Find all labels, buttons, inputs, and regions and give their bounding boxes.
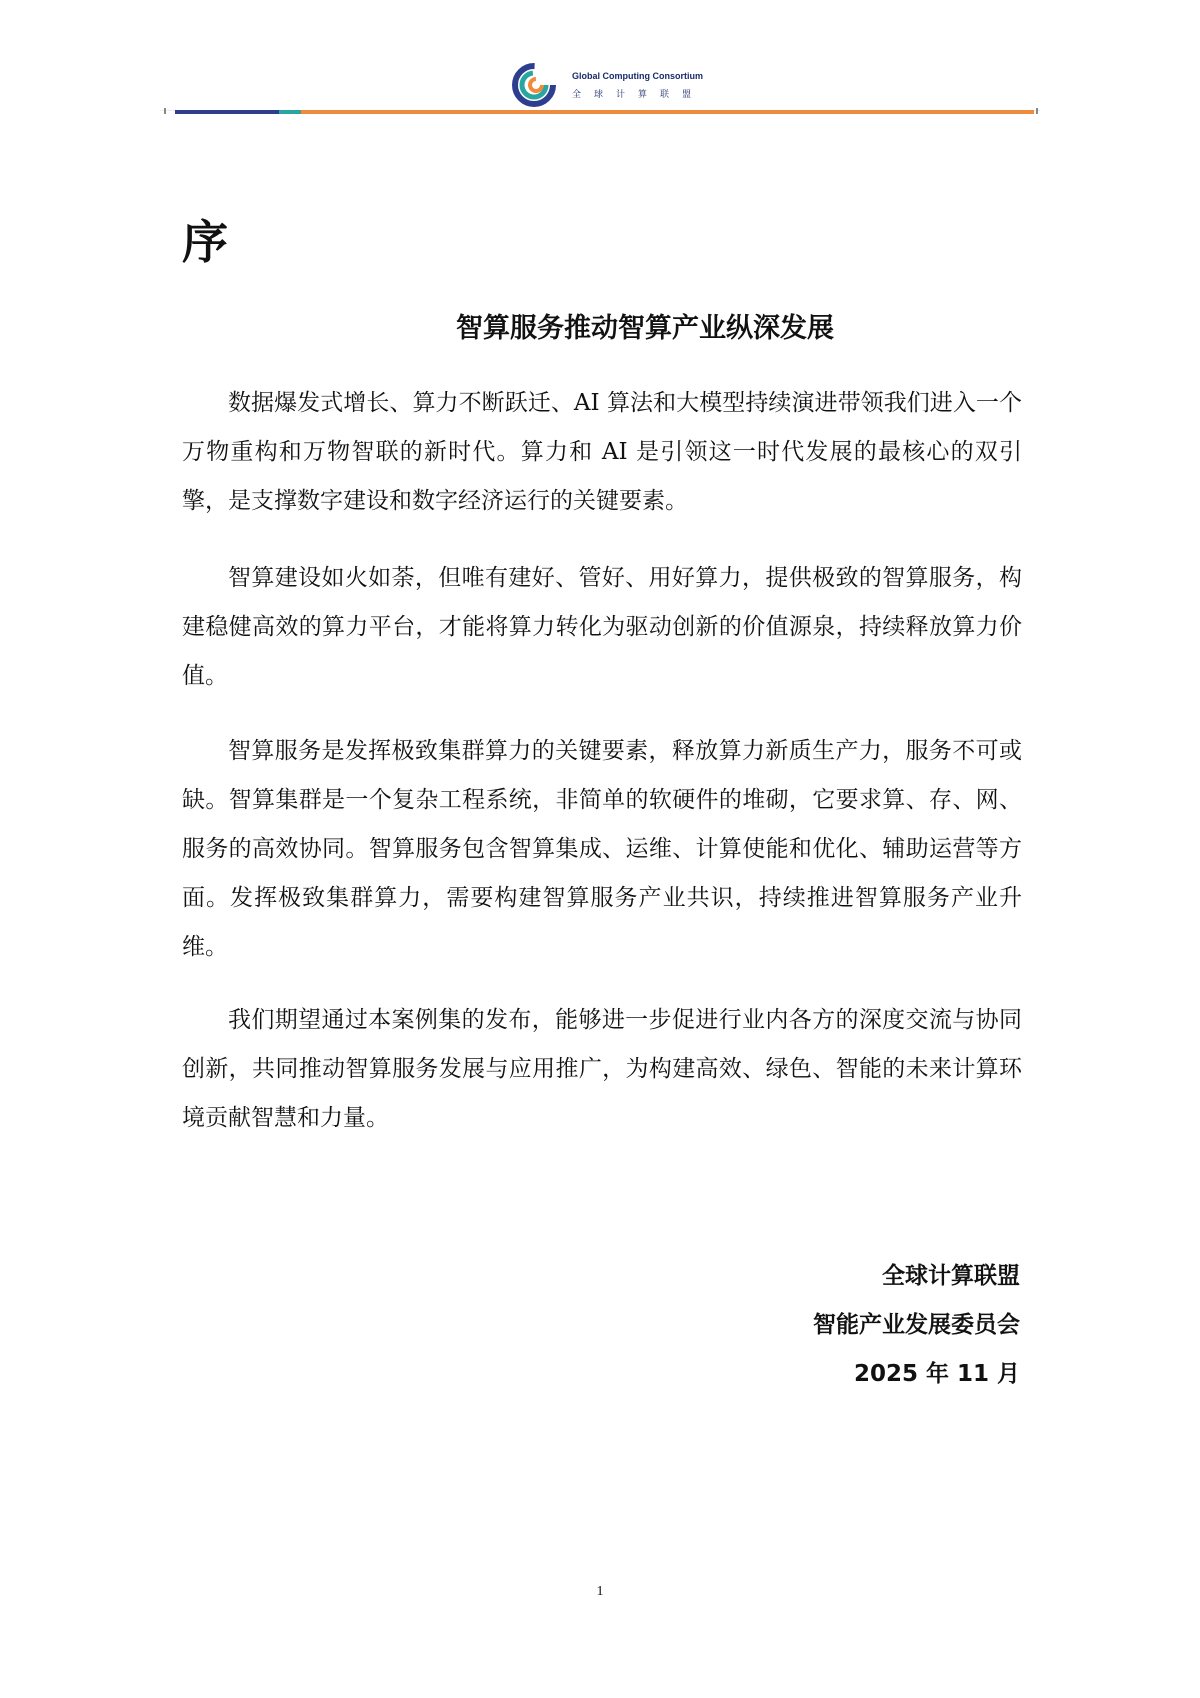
signature-block	[813, 1252, 1020, 1399]
signature-org: 全球计算联盟	[882, 1263, 1020, 1289]
paragraph-3	[182, 727, 1022, 972]
paragraph-2	[182, 554, 1022, 701]
logo-english-name: Global Computing Consortium	[572, 71, 703, 81]
document-title: 智算服务推动智算产业纵深发展	[456, 313, 834, 344]
header-rule-right-tick	[1036, 108, 1038, 114]
header-rule-orange	[301, 110, 1034, 114]
logo-chinese-name: 全球计算联盟	[572, 90, 705, 100]
page-number: 1	[596, 1584, 604, 1599]
header-rule-left-tick	[164, 108, 166, 114]
page-header	[0, 0, 1200, 120]
consortium-logo	[512, 63, 712, 107]
gcc-logo-icon	[512, 63, 564, 107]
signature-committee: 智能产业发展委员会	[813, 1312, 1020, 1338]
signature-date: 2025 年 11 月	[853, 1361, 1020, 1387]
paragraph-text: 智算服务是发挥极致集群算力的关键要素，释放算力新质生产力，服务不可或缺。智算集群是一个复杂工程系统，非简单的软硬件的堆砌，它要求算、存、网、服务的高效协同。智算服务包含智算集成、运维、计算使能和优化、辅助运营等方面。发挥极致集群算力，需要构建智算服务产业共识，持续推进智算服务产业升维。	[182, 738, 1022, 960]
paragraph-text: 智算建设如火如荼，但唯有建好、管好、用好算力，提供极致的智算服务，构建稳健高效的算力平台，才能将算力转化为驱动创新的价值源泉，持续释放算力价值。	[182, 565, 1022, 689]
section-title: 序	[182, 215, 228, 269]
paragraph-text: 我们期望通过本案例集的发布，能够进一步促进行业内各方的深度交流与协同创新，共同推动智算服务发展与应用推广，为构建高效、绿色、智能的未来计算环境贡献智慧和力量。	[182, 1007, 1022, 1131]
header-rule-teal	[279, 110, 301, 114]
paragraph-1	[182, 379, 1022, 526]
paragraph-4	[182, 996, 1022, 1143]
header-rule-blue	[175, 110, 279, 114]
paragraph-text: 数据爆发式增长、算力不断跃迁、AI 算法和大模型持续演进带领我们进入一个万物重构和万物智联的新时代。算力和 AI 是引领这一时代发展的最核心的双引擎，是支撑数字建设和数字经济运行的关键要素。	[182, 390, 1022, 514]
